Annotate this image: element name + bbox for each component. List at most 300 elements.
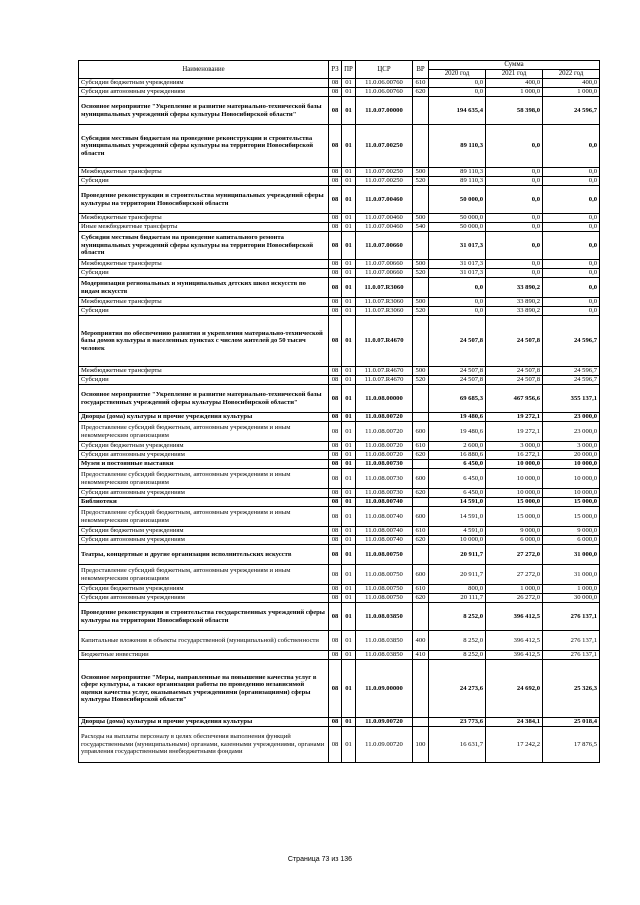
cell-2020: 8 252,0 <box>429 603 486 631</box>
cell-2022: 24 596,7 <box>543 367 600 376</box>
cell-pr: 01 <box>342 631 356 651</box>
cell-csr: 11.0.07.R3060 <box>356 278 413 298</box>
cell-2021: 27 272,0 <box>486 545 543 565</box>
table-row <box>79 727 600 763</box>
cell-csr: 11.0.08.00730 <box>356 460 413 469</box>
cell-csr: 11.0.08.00740 <box>356 527 413 536</box>
cell-csr: 11.0.08.00750 <box>356 545 413 565</box>
cell-2021: 24 507,8 <box>486 316 543 367</box>
cell-vr: 500 <box>413 214 429 223</box>
cell-2020: 6 450,0 <box>429 489 486 498</box>
cell-2021: 10 000,0 <box>486 469 543 489</box>
cell-2022: 0,0 <box>543 278 600 298</box>
cell-2021: 396 412,5 <box>486 631 543 651</box>
table-row <box>79 507 600 527</box>
table-row <box>79 651 600 660</box>
cell-rz: 08 <box>329 442 342 451</box>
cell-2020: 23 773,6 <box>429 718 486 727</box>
cell-name: Основное мероприятие "Укрепление и развитие материально-технической базы государственных учреждений сферы культуры Новосибирской области" <box>79 385 329 413</box>
cell-pr: 01 <box>342 316 356 367</box>
cell-pr: 01 <box>342 489 356 498</box>
cell-2020: 24 507,8 <box>429 376 486 385</box>
cell-2021: 0,0 <box>486 232 543 260</box>
cell-2020: 89 110,3 <box>429 125 486 168</box>
cell-pr: 01 <box>342 442 356 451</box>
cell-2021: 1 000,0 <box>486 88 543 97</box>
cell-2022: 10 000,0 <box>543 489 600 498</box>
table-row <box>79 376 600 385</box>
cell-2020: 14 591,0 <box>429 507 486 527</box>
cell-csr: 11.0.08.00730 <box>356 489 413 498</box>
table-row <box>79 422 600 442</box>
cell-name: Модернизация региональных и муниципальных детских школ искусств по видам искусств <box>79 278 329 298</box>
cell-vr: 610 <box>413 442 429 451</box>
cell-2022: 1 000,0 <box>543 585 600 594</box>
cell-vr: 400 <box>413 631 429 651</box>
cell-2020: 0,0 <box>429 88 486 97</box>
cell-vr: 610 <box>413 585 429 594</box>
cell-name: Дворцы (дома) культуры и прочие учреждения культуры <box>79 413 329 422</box>
cell-vr: 540 <box>413 223 429 232</box>
cell-rz: 08 <box>329 718 342 727</box>
cell-2022: 1 000,0 <box>543 88 600 97</box>
cell-2021: 24 692,0 <box>486 660 543 718</box>
cell-vr: 100 <box>413 727 429 763</box>
cell-2020: 6 450,0 <box>429 460 486 469</box>
cell-2020: 20 911,7 <box>429 545 486 565</box>
cell-pr: 01 <box>342 718 356 727</box>
cell-rz: 08 <box>329 498 342 507</box>
cell-2021: 33 890,2 <box>486 307 543 316</box>
cell-vr <box>413 278 429 298</box>
cell-2022: 31 000,0 <box>543 565 600 585</box>
cell-name: Субсидии <box>79 269 329 278</box>
cell-csr: 11.0.08.00750 <box>356 565 413 585</box>
cell-2021: 396 412,5 <box>486 651 543 660</box>
cell-2021: 1 000,0 <box>486 585 543 594</box>
cell-pr: 01 <box>342 451 356 460</box>
cell-pr: 01 <box>342 594 356 603</box>
cell-name: Межбюджетные трансферты <box>79 214 329 223</box>
cell-vr: 620 <box>413 88 429 97</box>
table-row <box>79 603 600 631</box>
cell-rz: 08 <box>329 298 342 307</box>
cell-rz: 08 <box>329 260 342 269</box>
table-row <box>79 545 600 565</box>
table-row <box>79 88 600 97</box>
cell-2022: 25 018,4 <box>543 718 600 727</box>
cell-rz: 08 <box>329 316 342 367</box>
cell-2022: 0,0 <box>543 260 600 269</box>
cell-vr <box>413 125 429 168</box>
table-row <box>79 278 600 298</box>
cell-rz: 08 <box>329 727 342 763</box>
cell-2020: 14 591,0 <box>429 498 486 507</box>
cell-pr: 01 <box>342 232 356 260</box>
cell-2020: 31 017,3 <box>429 269 486 278</box>
cell-rz: 08 <box>329 269 342 278</box>
table-row <box>79 536 600 545</box>
cell-2020: 24 507,8 <box>429 316 486 367</box>
cell-pr: 01 <box>342 223 356 232</box>
cell-vr <box>413 232 429 260</box>
header-name: Наименование <box>79 61 329 79</box>
table-row <box>79 585 600 594</box>
cell-rz: 08 <box>329 177 342 186</box>
table-header <box>79 61 600 79</box>
cell-rz: 08 <box>329 367 342 376</box>
cell-2020: 10 000,0 <box>429 536 486 545</box>
cell-name: Иные межбюджетные трансферты <box>79 223 329 232</box>
cell-2022: 276 137,1 <box>543 631 600 651</box>
cell-vr: 600 <box>413 565 429 585</box>
cell-rz: 08 <box>329 307 342 316</box>
cell-rz: 08 <box>329 469 342 489</box>
cell-name: Субсидии <box>79 376 329 385</box>
cell-rz: 08 <box>329 88 342 97</box>
cell-2021: 17 242,2 <box>486 727 543 763</box>
cell-2022: 3 000,0 <box>543 442 600 451</box>
cell-vr: 600 <box>413 507 429 527</box>
header-sum: Сумма <box>429 61 600 70</box>
cell-csr: 11.0.09.00720 <box>356 718 413 727</box>
cell-rz: 08 <box>329 536 342 545</box>
cell-vr <box>413 385 429 413</box>
cell-vr: 500 <box>413 168 429 177</box>
cell-pr: 01 <box>342 177 356 186</box>
cell-pr: 01 <box>342 278 356 298</box>
cell-2022: 10 000,0 <box>543 460 600 469</box>
cell-2020: 24 507,8 <box>429 367 486 376</box>
cell-csr: 11.0.08.03850 <box>356 631 413 651</box>
cell-rz: 08 <box>329 603 342 631</box>
cell-2021: 24 507,8 <box>486 367 543 376</box>
cell-csr: 11.0.06.00760 <box>356 79 413 88</box>
cell-name: Дворцы (дома) культуры и прочие учреждения культуры <box>79 718 329 727</box>
cell-2022: 0,0 <box>543 269 600 278</box>
cell-vr <box>413 603 429 631</box>
table-row <box>79 565 600 585</box>
cell-vr: 500 <box>413 367 429 376</box>
cell-2020: 20 111,7 <box>429 594 486 603</box>
cell-csr: 11.0.08.00000 <box>356 385 413 413</box>
cell-2022: 0,0 <box>543 214 600 223</box>
cell-csr: 11.0.07.R4670 <box>356 316 413 367</box>
cell-vr: 610 <box>413 79 429 88</box>
cell-csr: 11.0.07.00460 <box>356 223 413 232</box>
cell-rz: 08 <box>329 545 342 565</box>
cell-name: Субсидии бюджетным учреждениям <box>79 442 329 451</box>
cell-name: Предоставление субсидий бюджетным, автономным учреждениям и иным некоммерческим организациям <box>79 422 329 442</box>
cell-rz: 08 <box>329 97 342 125</box>
cell-name: Театры, концертные и другие организации исполнительских искусств <box>79 545 329 565</box>
cell-2020: 0,0 <box>429 79 486 88</box>
cell-2020: 6 450,0 <box>429 469 486 489</box>
header-vr: ВР <box>413 61 429 79</box>
cell-csr: 11.0.07.00460 <box>356 214 413 223</box>
cell-csr: 11.0.07.R3060 <box>356 298 413 307</box>
cell-2021: 467 956,6 <box>486 385 543 413</box>
cell-csr: 11.0.07.00250 <box>356 168 413 177</box>
cell-rz: 08 <box>329 527 342 536</box>
cell-pr: 01 <box>342 307 356 316</box>
cell-name: Музеи и постоянные выставки <box>79 460 329 469</box>
cell-csr: 11.0.07.00000 <box>356 97 413 125</box>
cell-2022: 31 000,0 <box>543 545 600 565</box>
cell-pr: 01 <box>342 498 356 507</box>
table-row <box>79 413 600 422</box>
cell-pr: 01 <box>342 168 356 177</box>
cell-csr: 11.0.08.00720 <box>356 413 413 422</box>
table-row <box>79 168 600 177</box>
cell-csr: 11.0.08.03850 <box>356 651 413 660</box>
cell-pr: 01 <box>342 367 356 376</box>
table-row <box>79 97 600 125</box>
cell-name: Предоставление субсидий бюджетным, автономным учреждениям и иным некоммерческим организациям <box>79 469 329 489</box>
cell-rz: 08 <box>329 451 342 460</box>
cell-pr: 01 <box>342 651 356 660</box>
cell-rz: 08 <box>329 631 342 651</box>
cell-csr: 11.0.07.00460 <box>356 186 413 214</box>
cell-name: Субсидии автономным учреждениям <box>79 536 329 545</box>
cell-vr: 620 <box>413 594 429 603</box>
cell-pr: 01 <box>342 545 356 565</box>
cell-csr: 11.0.07.00250 <box>356 125 413 168</box>
table-row <box>79 260 600 269</box>
cell-2021: 27 272,0 <box>486 565 543 585</box>
cell-2022: 25 326,3 <box>543 660 600 718</box>
cell-pr: 01 <box>342 186 356 214</box>
cell-pr: 01 <box>342 376 356 385</box>
cell-2022: 9 000,0 <box>543 527 600 536</box>
cell-2021: 0,0 <box>486 269 543 278</box>
cell-vr: 520 <box>413 269 429 278</box>
cell-2022: 355 137,1 <box>543 385 600 413</box>
cell-rz: 08 <box>329 385 342 413</box>
cell-2021: 400,0 <box>486 79 543 88</box>
cell-2021: 396 412,5 <box>486 603 543 631</box>
cell-2022: 15 000,0 <box>543 507 600 527</box>
cell-rz: 08 <box>329 565 342 585</box>
cell-csr: 11.0.08.00720 <box>356 442 413 451</box>
cell-rz: 08 <box>329 125 342 168</box>
cell-pr: 01 <box>342 469 356 489</box>
cell-csr: 11.0.07.00660 <box>356 260 413 269</box>
cell-name: Основное мероприятие "Укрепление и развитие материально-технической базы муниципальных учреждений сферы культуры Новосибирской области" <box>79 97 329 125</box>
cell-csr: 11.0.07.R4670 <box>356 376 413 385</box>
table-row <box>79 269 600 278</box>
cell-rz: 08 <box>329 660 342 718</box>
cell-2020: 0,0 <box>429 307 486 316</box>
cell-csr: 11.0.07.R4670 <box>356 367 413 376</box>
cell-2022: 0,0 <box>543 307 600 316</box>
cell-2021: 15 000,0 <box>486 498 543 507</box>
cell-name: Субсидии местным бюджетам на проведение реконструкции и строительства муниципальных учреждений сферы культуры на территории Новосибирской области <box>79 125 329 168</box>
table-row <box>79 186 600 214</box>
cell-2021: 0,0 <box>486 260 543 269</box>
cell-vr <box>413 413 429 422</box>
cell-vr <box>413 498 429 507</box>
cell-pr: 01 <box>342 585 356 594</box>
cell-2020: 69 685,3 <box>429 385 486 413</box>
cell-csr: 11.0.08.00750 <box>356 594 413 603</box>
cell-2021: 24 507,8 <box>486 376 543 385</box>
cell-2021: 0,0 <box>486 125 543 168</box>
cell-pr: 01 <box>342 79 356 88</box>
cell-pr: 01 <box>342 269 356 278</box>
cell-csr: 11.0.07.00250 <box>356 177 413 186</box>
cell-rz: 08 <box>329 651 342 660</box>
cell-name: Субсидии <box>79 177 329 186</box>
cell-rz: 08 <box>329 413 342 422</box>
cell-2022: 10 000,0 <box>543 469 600 489</box>
table-row <box>79 385 600 413</box>
cell-2020: 800,0 <box>429 585 486 594</box>
cell-2021: 26 272,0 <box>486 594 543 603</box>
cell-name: Библиотеки <box>79 498 329 507</box>
cell-2020: 16 880,6 <box>429 451 486 460</box>
table-row <box>79 527 600 536</box>
cell-name: Предоставление субсидий бюджетным, автономным учреждениям и иным некоммерческим организациям <box>79 565 329 585</box>
cell-2021: 3 000,0 <box>486 442 543 451</box>
cell-name: Капитальные вложения в объекты государственной (муниципальной) собственности <box>79 631 329 651</box>
cell-vr <box>413 718 429 727</box>
cell-2020: 2 600,0 <box>429 442 486 451</box>
cell-2020: 8 252,0 <box>429 631 486 651</box>
cell-2022: 0,0 <box>543 232 600 260</box>
table-row <box>79 451 600 460</box>
table-row <box>79 442 600 451</box>
cell-vr: 600 <box>413 422 429 442</box>
cell-2022: 24 596,7 <box>543 376 600 385</box>
cell-2022: 23 000,0 <box>543 422 600 442</box>
cell-rz: 08 <box>329 507 342 527</box>
cell-2022: 0,0 <box>543 186 600 214</box>
cell-rz: 08 <box>329 594 342 603</box>
table-row <box>79 125 600 168</box>
cell-2022: 0,0 <box>543 223 600 232</box>
cell-csr: 11.0.06.00760 <box>356 88 413 97</box>
cell-name: Проведение реконструкции и строительства муниципальных учреждений сферы культуры на территории Новосибирской области <box>79 186 329 214</box>
cell-2021: 0,0 <box>486 214 543 223</box>
header-2021: 2021 год <box>486 70 543 79</box>
cell-2021: 33 890,2 <box>486 298 543 307</box>
cell-rz: 08 <box>329 186 342 214</box>
cell-2022: 6 000,0 <box>543 536 600 545</box>
cell-2020: 19 480,6 <box>429 413 486 422</box>
cell-name: Бюджетные инвестиции <box>79 651 329 660</box>
cell-2022: 30 000,0 <box>543 594 600 603</box>
cell-pr: 01 <box>342 603 356 631</box>
cell-2022: 276 137,1 <box>543 603 600 631</box>
cell-2020: 20 911,7 <box>429 565 486 585</box>
table-row <box>79 660 600 718</box>
cell-2020: 50 000,0 <box>429 214 486 223</box>
table-body <box>79 79 600 763</box>
table-row <box>79 214 600 223</box>
header-2020: 2020 год <box>429 70 486 79</box>
cell-2020: 50 000,0 <box>429 186 486 214</box>
cell-vr: 620 <box>413 451 429 460</box>
cell-vr: 610 <box>413 527 429 536</box>
cell-pr: 01 <box>342 88 356 97</box>
header-csr: ЦСР <box>356 61 413 79</box>
cell-vr: 410 <box>413 651 429 660</box>
cell-rz: 08 <box>329 278 342 298</box>
cell-pr: 01 <box>342 660 356 718</box>
cell-name: Субсидии бюджетным учреждениям <box>79 527 329 536</box>
cell-vr: 500 <box>413 260 429 269</box>
cell-vr: 600 <box>413 469 429 489</box>
cell-csr: 11.0.08.00740 <box>356 507 413 527</box>
table-row <box>79 594 600 603</box>
cell-2021: 6 000,0 <box>486 536 543 545</box>
cell-2021: 0,0 <box>486 177 543 186</box>
cell-2022: 23 000,0 <box>543 413 600 422</box>
table-row <box>79 631 600 651</box>
cell-name: Межбюджетные трансферты <box>79 367 329 376</box>
cell-2022: 276 137,1 <box>543 651 600 660</box>
cell-pr: 01 <box>342 97 356 125</box>
cell-name: Основное мероприятие "Меры, направленные на повышение качества услуг в сфере культуры, а также организация работы по проведению независимой оценки качества услуг, оказываемых учреждениями (организациями) сферы культуры Новосибирской области" <box>79 660 329 718</box>
header-rz: РЗ <box>329 61 342 79</box>
table-row <box>79 177 600 186</box>
cell-rz: 08 <box>329 460 342 469</box>
cell-rz: 08 <box>329 585 342 594</box>
cell-pr: 01 <box>342 298 356 307</box>
cell-rz: 08 <box>329 79 342 88</box>
cell-vr <box>413 186 429 214</box>
cell-name: Расходы на выплаты персоналу в целях обеспечения выполнения функций государственными (муниципальными) органами, казенными учреждениями, органами управления государственными внебюджетными фондами <box>79 727 329 763</box>
cell-2021: 16 272,1 <box>486 451 543 460</box>
cell-2022: 0,0 <box>543 298 600 307</box>
cell-name: Мероприятия по обеспечению развития и укрепления материально-технической базы домов культуры в населенных пунктах с числом жителей до 50 тысяч человек <box>79 316 329 367</box>
cell-csr: 11.0.08.00740 <box>356 536 413 545</box>
cell-pr: 01 <box>342 214 356 223</box>
cell-name: Субсидии автономным учреждениям <box>79 451 329 460</box>
cell-csr: 11.0.08.00730 <box>356 469 413 489</box>
cell-2020: 31 017,3 <box>429 260 486 269</box>
cell-2021: 19 272,1 <box>486 413 543 422</box>
cell-2020: 19 480,6 <box>429 422 486 442</box>
cell-2021: 10 000,0 <box>486 489 543 498</box>
cell-name: Субсидии местным бюджетам на проведение капитального ремонта муниципальных учреждений сферы культуры на территории Новосибирской области <box>79 232 329 260</box>
cell-rz: 08 <box>329 214 342 223</box>
cell-name: Межбюджетные трансферты <box>79 260 329 269</box>
header-2022: 2022 год <box>543 70 600 79</box>
cell-csr: 11.0.08.00720 <box>356 422 413 442</box>
cell-pr: 01 <box>342 125 356 168</box>
cell-2022: 20 000,0 <box>543 451 600 460</box>
cell-pr: 01 <box>342 413 356 422</box>
cell-csr: 11.0.09.00720 <box>356 727 413 763</box>
cell-vr: 620 <box>413 489 429 498</box>
table-row <box>79 498 600 507</box>
table-row <box>79 469 600 489</box>
cell-2022: 17 876,5 <box>543 727 600 763</box>
cell-rz: 08 <box>329 223 342 232</box>
cell-vr <box>413 460 429 469</box>
cell-csr: 11.0.07.R3060 <box>356 307 413 316</box>
cell-pr: 01 <box>342 460 356 469</box>
table-row <box>79 460 600 469</box>
cell-2022: 0,0 <box>543 125 600 168</box>
cell-rz: 08 <box>329 422 342 442</box>
cell-2021: 33 890,2 <box>486 278 543 298</box>
cell-csr: 11.0.08.03850 <box>356 603 413 631</box>
table-row <box>79 223 600 232</box>
cell-vr <box>413 660 429 718</box>
